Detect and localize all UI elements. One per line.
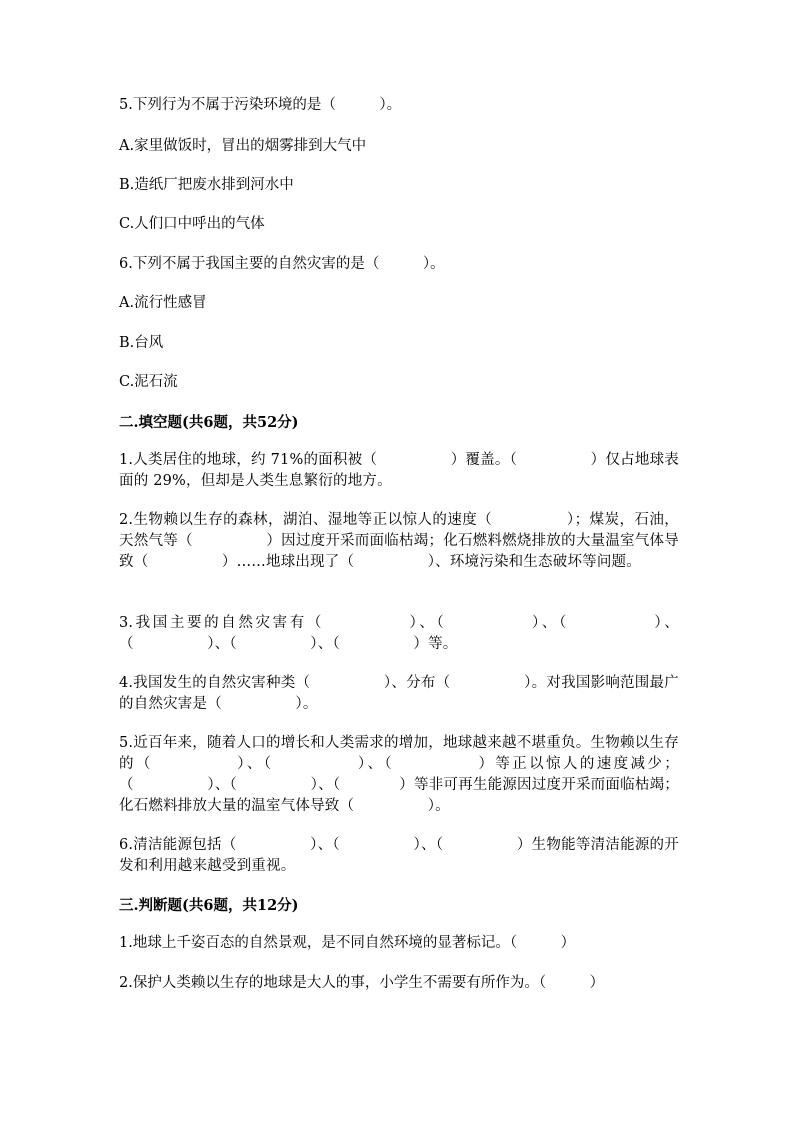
question-6-option-c: C.泥石流 xyxy=(119,374,178,390)
question-5-option-a: A.家里做饭时，冒出的烟雾排到大气中 xyxy=(119,138,367,154)
fill-question-1: 1.人类居住的地球，约 71%的面积被（ ）覆盖。（ ）仅占地球表面的 29%，但却是人类生息繁衍的地方。 xyxy=(119,452,679,489)
question-6-option-a: A.流行性感冒 xyxy=(119,295,207,311)
fill-question-3: 3.我国主要的自然灾害有（ ）、（ ）、（ ）、（ ）、（ ）、（ ）等。 xyxy=(119,615,680,652)
question-5-stem: 5.下列行为不属于污染环境的是（ ）。 xyxy=(119,97,402,113)
fill-question-6: 6.清洁能源包括（ ）、（ ）、（ ）生物能等清洁能源的开发和利用越来越受到重视。 xyxy=(119,837,679,874)
question-6-stem: 6.下列不属于我国主要的自然灾害的是（ ）。 xyxy=(119,256,445,272)
judge-question-2: 2.保护人类赖以生存的地球是大人的事，小学生不需要有所作为。（ ） xyxy=(119,975,605,991)
question-5-option-b: B.造纸厂把废水排到河水中 xyxy=(119,177,294,193)
section-two-heading: 二.填空题(共6题，共52分) xyxy=(119,414,299,431)
fill-question-5: 5.近百年来，随着人口的增长和人类需求的增加，地球越来越不堪重负。生物赖以生存的（ ）、（ ）、（ ）等正以惊人的速度减少；（ ）、（ ）、（ ）等非可再生能源因过度开采而面临枯竭；化石燃料排放大量的温室气体导致（ ）。 xyxy=(119,735,679,814)
question-5-option-c: C.人们口中呼出的气体 xyxy=(119,216,265,232)
section-three-heading: 三.判断题(共6题，共12分) xyxy=(119,897,299,914)
judge-question-1: 1.地球上千姿百态的自然景观，是不同自然环境的显著标记。（ ） xyxy=(119,935,576,951)
fill-question-2: 2.生物赖以生存的森林，湖泊、湿地等正以惊人的速度（ ）；煤炭，石油，天然气等（ ）因过度开采而面临枯竭；化石燃料燃烧排放的大量温室气体导致（ ）……地球出现了（ ）、环境污染和生态破坏等问题。 xyxy=(119,512,679,570)
question-6-option-b: B.台风 xyxy=(119,335,164,351)
fill-question-4: 4.我国发生的自然灾害种类（ ）、分布（ ）。对我国影响范围最广的自然灾害是（ ）。 xyxy=(119,675,679,712)
